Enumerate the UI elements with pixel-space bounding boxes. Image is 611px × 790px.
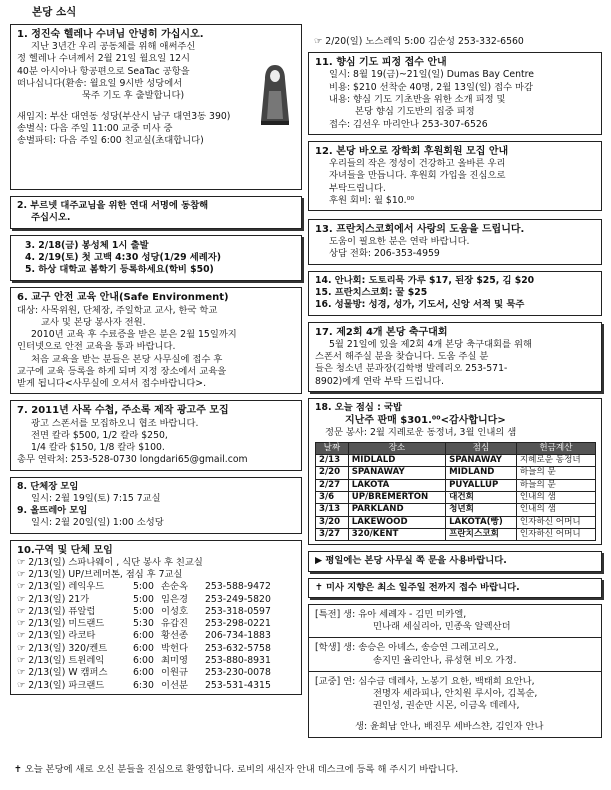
notice-13-line: 도움이 필요한 분은 연락 바랍니다. bbox=[329, 236, 470, 248]
schedule-cell: 손순옥 bbox=[161, 581, 188, 593]
schedule-cell: 이성호 bbox=[161, 605, 188, 617]
schedule-cell: 5:30 bbox=[133, 618, 154, 630]
schedule-row bbox=[17, 606, 296, 618]
notice-12 bbox=[308, 141, 602, 211]
mass-intentions bbox=[308, 604, 602, 738]
schedule-cell: 253-318-0597 bbox=[205, 605, 271, 617]
table-cell: MIDLALD bbox=[348, 454, 445, 466]
table-cell: UP/BREMERTON bbox=[348, 491, 445, 503]
table-header: 날짜 bbox=[316, 442, 349, 454]
schedule-cell: 253-249-5820 bbox=[205, 593, 271, 605]
notice-6-line: 2010년 교육 후 수료증을 받은 분은 2월 15일까지 bbox=[31, 329, 237, 341]
notice-6-line: 교사 및 본당 봉사자 전원. bbox=[41, 316, 146, 328]
schedule-cell: ☞ 2/13(일) 320/켄트 bbox=[17, 642, 108, 654]
table-cell: 3/6 bbox=[316, 491, 349, 503]
notice-6-line: 대상: 사목위원, 단체장, 주일학교 교사, 한국 학교 bbox=[17, 304, 218, 316]
schedule-cell: 5:00 bbox=[133, 593, 154, 605]
table-header: 장소 bbox=[348, 442, 445, 454]
notice-8-9 bbox=[10, 477, 302, 534]
schedule-cell: 최미영 bbox=[161, 655, 188, 666]
nun-illustration-icon bbox=[255, 61, 295, 131]
table-row bbox=[316, 479, 596, 491]
schedule-cell: ☞ 2/13(일) 라코타 bbox=[17, 630, 96, 642]
notice-3: 3. 2/18(금) 봉성체 1시 출발 bbox=[25, 239, 149, 251]
schedule-cell: 253-230-0078 bbox=[205, 667, 271, 679]
notice-11-line: 비용: $210 선착순 40명, 2월 13일(일) 접수 마감 bbox=[329, 81, 534, 93]
schedule-row bbox=[17, 581, 296, 593]
notice-1-line: 40분 아시아나 항공편으로 SeaTac 공항을 bbox=[17, 65, 190, 77]
footer-welcome: ✝ 오늘 본당에 새로 오신 분들을 진심으로 환영합니다. 로비의 새신자 안내 데스크에 등록 해 주시기 바랍니다. bbox=[14, 764, 459, 775]
notice-1-line: 떠나십니다(환송: 월요일 9시반 성당에서 bbox=[17, 77, 183, 89]
notice-11-line: 접수: 김선우 마리안나 253-307-6526 bbox=[329, 118, 488, 130]
table-cell: 2/27 bbox=[316, 479, 349, 491]
notice-7-contact: 총무 연락처: 253-528-0730 longdari65@gmail.com bbox=[17, 454, 248, 466]
table-cell: LAKOTA(빵) bbox=[446, 516, 517, 528]
schedule-cell: 6:00 bbox=[133, 642, 154, 654]
table-cell: 프란치스코회 bbox=[446, 528, 517, 540]
schedule-cell: ☞ 2/13(일) 파크랜드 bbox=[17, 679, 105, 691]
intention-line: [특전] 생: 유아 세례자 - 김민 미카엘, bbox=[315, 608, 467, 620]
schedule-cell: 박헌다 bbox=[161, 642, 188, 654]
intention-line: 민나래 세실리아, 민종욱 알렉산더 bbox=[373, 621, 511, 633]
notice-17-line: 스폰서 해주실 분을 찾습니다. 도움 주실 분 bbox=[315, 351, 489, 362]
notice-5: 5. 하상 대학교 봄학기 등록하세요(학비 $50) bbox=[25, 264, 214, 276]
notice-9-line: 일시: 2월 20일(일) 1:00 소성당 bbox=[31, 517, 164, 529]
notice-17 bbox=[308, 322, 602, 392]
notice-7-line: 전면 칼라 $500, 1/2 칼라 $250, bbox=[31, 429, 168, 441]
schedule-cell: 253-632-5758 bbox=[205, 642, 271, 654]
notice-side-door bbox=[308, 551, 602, 571]
notice-11 bbox=[308, 52, 602, 135]
schedule-cell: 유갑진 bbox=[161, 618, 188, 630]
schedule-row bbox=[17, 655, 296, 667]
intention-line: [교중] 연: 심수금 데레사, 노봉기 요한, 백태희 요안나, bbox=[315, 675, 535, 687]
table-cell: 2/13 bbox=[316, 454, 349, 466]
schedule-cell: ☞ 2/13(일) 스파나웨이 , 식단 봉사 후 친교실 bbox=[17, 556, 203, 568]
schedule-cell: ☞ 2/13(일) 퓨알럽 bbox=[17, 605, 96, 617]
table-cell: 인자하신 어머니 bbox=[516, 516, 595, 528]
notice-17-line: 5월 21일에 있을 제2회 4개 본당 축구대회를 위해 bbox=[329, 338, 532, 350]
schedule-cell: 5:00 bbox=[133, 581, 154, 593]
notice-11-line: 본당 향심 기도반의 집중 피정 bbox=[355, 106, 475, 118]
notice-18 bbox=[308, 398, 602, 545]
intention-line: 권인성, 권순만 시몬, 이금옥 데레사, bbox=[373, 700, 520, 712]
notice-3-5 bbox=[10, 235, 302, 282]
notice-12-line: 후원 회비: 월 $10.⁰⁰ bbox=[329, 194, 415, 206]
schedule-cell: 황선종 bbox=[161, 630, 188, 642]
notice-14-16 bbox=[308, 271, 602, 316]
table-cell: 하늘의 문 bbox=[516, 479, 595, 491]
table-cell: 3/13 bbox=[316, 504, 349, 516]
notice-17-line: 8902)에게 연락 부탁 드립니다. bbox=[315, 375, 444, 387]
schedule-cell: ☞ 2/13(일) UP/브레머톤, 점심 후 7교실 bbox=[17, 569, 183, 581]
table-row bbox=[316, 467, 596, 479]
notice-12-line: 부탁드립니다. bbox=[329, 182, 386, 194]
table-row bbox=[316, 516, 596, 528]
notice-13-title: 13. 프란치스코회에서 사랑의 도움을 드립니다. bbox=[315, 224, 525, 236]
table-row bbox=[316, 504, 596, 516]
notice-4: 4. 2/19(토) 첫 고백 4:30 성당(1/29 세례자) bbox=[25, 251, 221, 263]
table-cell: 지혜로운 동정녀 bbox=[516, 454, 595, 466]
intention-line: 송지민 율리안나, 류성현 비오 가정. bbox=[373, 654, 517, 666]
notice-6-line: 인터넷으로 안전 교육을 통과 바랍니다. bbox=[17, 341, 176, 353]
right-column bbox=[308, 36, 602, 744]
group-schedule-list bbox=[17, 557, 296, 692]
notice-6 bbox=[10, 287, 302, 394]
table-cell: 320/KENT bbox=[348, 528, 445, 540]
table-cell: PARKLAND bbox=[348, 504, 445, 516]
notice-16: 16. 성물방: 성경, 성가, 기도서, 신앙 서적 및 묵주 bbox=[315, 299, 525, 311]
table-row bbox=[316, 454, 596, 466]
notice-11-line: 내용: 향심 기도 기초반을 위한 소개 피정 및 bbox=[329, 93, 506, 105]
schedule-continued: ☞ 2/20(일) 노스레익 5:00 김순성 253-332-6560 bbox=[314, 36, 524, 47]
schedule-cell: ☞ 2/13(일) 21가 bbox=[17, 593, 90, 605]
notice-2-line: 2. 부르넷 대주교님을 위한 연대 서명에 동참해 bbox=[17, 200, 209, 211]
notice-8-line: 일시: 2월 19일(토) 7:15 7교실 bbox=[31, 492, 161, 504]
notice-1-detail: 송별식: 다음 주일 11:00 교중 미사 중 bbox=[17, 122, 173, 134]
notice-mass-intention bbox=[308, 578, 602, 598]
notice-6-title: 6. 교구 안전 교육 안내(Safe Environment) bbox=[17, 292, 229, 304]
notice-1-line: 묵주 기도 후 출발합니다) bbox=[81, 90, 185, 102]
table-cell: 하늘의 문 bbox=[516, 467, 595, 479]
table-row bbox=[316, 491, 596, 503]
notice-7 bbox=[10, 400, 302, 470]
notice-2-line: 주십시오. bbox=[31, 212, 71, 224]
schedule-cell: 이선분 bbox=[161, 679, 188, 691]
table-cell: PUYALLUP bbox=[446, 479, 517, 491]
notice-6-line: 교구에 교육 등록을 하게 되며 지정 장소에서 교육을 bbox=[17, 365, 227, 377]
notice-14: 14. 안나회: 도토리묵 가루 $17, 된장 $25, 김 $20 bbox=[315, 274, 535, 286]
notice-6-line: 처음 교육을 받는 분들은 본당 사무실에 접수 후 bbox=[31, 353, 223, 365]
notice-17-title: 17. 제2회 4개 본당 축구대회 bbox=[315, 326, 448, 338]
schedule-cell: 206-734-1883 bbox=[205, 630, 271, 642]
schedule-cell: 임은경 bbox=[161, 593, 188, 605]
notice-9-title: 9. 올뜨레아 모임 bbox=[17, 505, 88, 517]
schedule-cell: 6:00 bbox=[133, 630, 154, 642]
table-cell: 청년회 bbox=[446, 504, 517, 516]
notice-11-title: 11. 향심 기도 피정 접수 안내 bbox=[315, 57, 447, 69]
schedule-row bbox=[17, 557, 296, 569]
table-cell: 3/27 bbox=[316, 528, 349, 540]
lunch-schedule-table bbox=[315, 442, 596, 542]
page-header bbox=[10, 4, 302, 22]
notice-17-line: 들은 청소년 분과장(김학병 발레리오 253-571- bbox=[315, 363, 508, 375]
notice-8-title: 8. 단체장 모임 bbox=[17, 480, 79, 492]
notice-10-title: 10.구역 및 단체 모임 bbox=[17, 544, 113, 556]
intention-line: [학생] 생: 송승은 아녜스, 송승연 그레고리오, bbox=[315, 642, 499, 654]
notice-7-line: 1/4 칼라 $150, 1/8 칼라 $100. bbox=[31, 442, 165, 454]
table-row bbox=[316, 528, 596, 540]
notice-12-line: 자녀들을 만듭니다. 후원회 가입을 진심으로 bbox=[329, 170, 506, 182]
notice-10 bbox=[10, 540, 302, 695]
schedule-row bbox=[17, 667, 296, 679]
table-cell: 3/20 bbox=[316, 516, 349, 528]
schedule-row bbox=[17, 618, 296, 630]
schedule-cell: 6:30 bbox=[133, 679, 154, 691]
notice-7-title: 7. 2011년 사목 수첩, 주소록 제작 광고주 모집 bbox=[17, 405, 229, 417]
notice-13-line: 상담 전화: 206-353-4959 bbox=[329, 248, 440, 260]
notice-12-line: 우리들의 작은 정성이 건강하고 올바른 우리 bbox=[329, 157, 506, 169]
schedule-row bbox=[17, 569, 296, 581]
header-title: 본당 소식 bbox=[32, 6, 77, 18]
intention-line: 생: 윤희남 안나, 배진무 세바스챤, 김인자 안나 bbox=[355, 720, 544, 732]
table-cell: 2/20 bbox=[316, 467, 349, 479]
schedule-cell: 이원규 bbox=[161, 667, 188, 679]
schedule-cell: 253-531-4315 bbox=[205, 679, 271, 691]
schedule-cell: 5:00 bbox=[133, 605, 154, 617]
schedule-row bbox=[17, 680, 296, 692]
schedule-cell: 253-588-9472 bbox=[205, 581, 271, 593]
table-header: 점심 bbox=[446, 442, 517, 454]
notice-11-line: 일시: 8월 19(금)~21일(일) Dumas Bay Centre bbox=[329, 69, 534, 81]
schedule-row bbox=[17, 594, 296, 606]
notice-1-line: 지난 3년간 우리 공동체를 위해 애써주신 bbox=[31, 41, 196, 53]
schedule-cell: 6:00 bbox=[133, 667, 154, 679]
mass-intention-notice: ✝ 미사 지향은 최소 일주일 전까지 접수 바랍니다. bbox=[315, 581, 520, 593]
table-cell: MIDLAND bbox=[446, 467, 517, 479]
table-cell: 인내의 샘 bbox=[516, 491, 595, 503]
notice-1-detail: 새임지: 부산 대연동 성당(부산시 남구 대연3동 390) bbox=[17, 110, 231, 122]
schedule-cell: 253-880-8931 bbox=[205, 655, 271, 666]
table-header: 헌금계산 bbox=[516, 442, 595, 454]
schedule-cell: 6:00 bbox=[133, 655, 154, 666]
notice-12-title: 12. 본당 바오로 장학회 후원회원 모집 안내 bbox=[315, 145, 509, 157]
table-cell: 인내의 샘 bbox=[516, 504, 595, 516]
notice-18-title: 18. 오늘 점심 : 국밥 bbox=[315, 401, 403, 413]
notice-7-line: 광고 스폰서를 모집하오니 협조 바랍니다. bbox=[31, 417, 199, 429]
table-cell: LAKEWOOD bbox=[348, 516, 445, 528]
notice-1-title: 1. 정진숙 헬레나 수녀님 안녕히 가십시오. bbox=[17, 29, 204, 40]
notice-2 bbox=[10, 196, 302, 229]
notice-1 bbox=[10, 24, 302, 190]
side-door-notice: ▶ 평일에는 본당 사무실 쪽 문을 사용바랍니다. bbox=[315, 555, 507, 567]
notice-13 bbox=[308, 219, 602, 265]
schedule-cell: ☞ 2/13(일) 트윈레익 bbox=[17, 655, 105, 666]
notice-1-line: 정 헬레나 수녀께서 2월 21일 월요일 12시 bbox=[17, 53, 191, 65]
notice-1-detail: 송별파티: 다음 주일 6:00 친교실(초대합니다) bbox=[17, 135, 204, 147]
schedule-cell: ☞ 2/13(일) 레익우드 bbox=[17, 581, 105, 593]
table-cell: SPANAWAY bbox=[446, 454, 517, 466]
notice-6-line: 받게 됩니다<사무실에 오셔서 접수바랍니다>. bbox=[17, 378, 207, 390]
schedule-row bbox=[17, 630, 296, 642]
left-column bbox=[10, 24, 302, 701]
schedule-cell: ☞ 2/13(일) W 캠퍼스 bbox=[17, 667, 108, 679]
intention-line: 전명자 세라피나, 안치원 루시아, 김복순, bbox=[373, 688, 538, 700]
table-cell: SPANAWAY bbox=[348, 467, 445, 479]
notice-15: 15. 프란치스코회: 꿀 $25 bbox=[315, 287, 428, 299]
table-cell: 대건회 bbox=[446, 491, 517, 503]
door-service: 정문 봉사: 2월 지례로운 동정녀, 3월 인내의 샘 bbox=[325, 427, 517, 439]
schedule-cell: ☞ 2/13(일) 미드랜드 bbox=[17, 618, 105, 630]
table-cell: LAKOTA bbox=[348, 479, 445, 491]
last-week-sales: 지난주 판매 $301.⁰⁰<감사합니다> bbox=[345, 415, 506, 427]
schedule-cell: 253-298-0221 bbox=[205, 618, 271, 630]
table-cell: 인자하신 어머니 bbox=[516, 528, 595, 540]
schedule-row bbox=[17, 643, 296, 655]
